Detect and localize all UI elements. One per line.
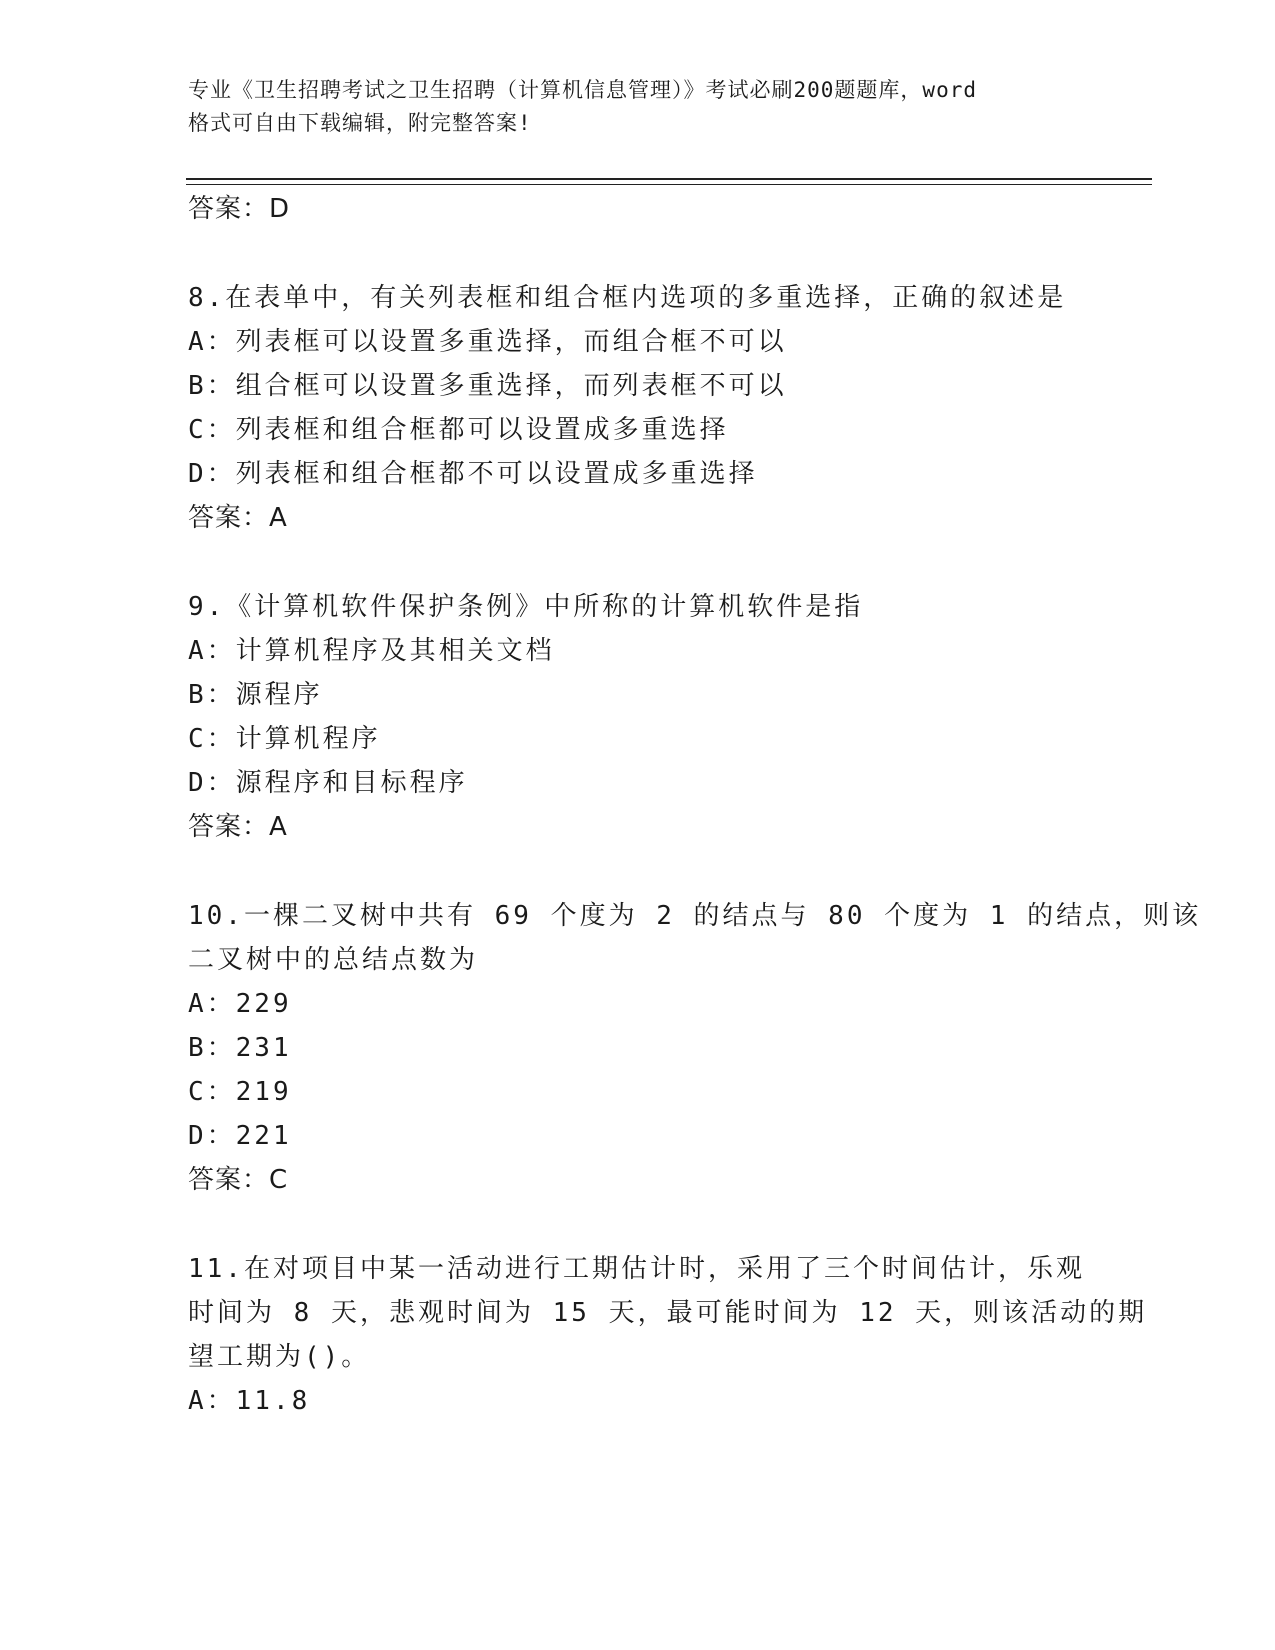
question-11-stem-line-1: 11.在对项目中某一活动进行工期估计时，采用了三个时间估计，乐观 xyxy=(188,1254,1085,1284)
question-10-stem-line-2: 二叉树中的总结点数为 xyxy=(188,945,479,975)
question-9-option-d: D：源程序和目标程序 xyxy=(188,768,468,798)
question-11-stem-line-2: 时间为 8 天，悲观时间为 15 天，最可能时间为 12 天，则该活动的期 xyxy=(188,1298,1148,1328)
question-9-answer: 答案：A xyxy=(188,812,288,842)
question-8-stem: 8.在表单中，有关列表框和组合框内选项的多重选择，正确的叙述是 xyxy=(188,283,1067,313)
document-header xyxy=(188,74,1088,140)
previous-answer: 答案：D xyxy=(188,194,291,224)
question-11-stem-line-3: 望工期为()。 xyxy=(188,1342,371,1372)
header-line-1: 专业《卫生招聘考试之卫生招聘（计算机信息管理）》考试必刷200题题库，word xyxy=(188,78,977,102)
question-9-option-b: B：源程序 xyxy=(188,680,323,710)
question-10-answer: 答案：C xyxy=(188,1165,289,1195)
question-11-option-a: A：11.8 xyxy=(188,1386,311,1416)
question-8-option-c: C：列表框和组合框都可以设置成多重选择 xyxy=(188,415,729,445)
question-9-option-a: A：计算机程序及其相关文档 xyxy=(188,636,555,666)
question-8-option-a: A：列表框可以设置多重选择，而组合框不可以 xyxy=(188,327,787,357)
question-10-option-c: C：219 xyxy=(188,1077,292,1107)
question-9-option-c: C：计算机程序 xyxy=(188,724,381,754)
question-8-answer: 答案：A xyxy=(188,503,288,533)
question-10-option-d: D：221 xyxy=(188,1121,292,1151)
header-divider-thick xyxy=(186,178,1152,180)
header-line-2: 格式可自由下载编辑，附完整答案! xyxy=(188,111,532,135)
question-8-option-d: D：列表框和组合框都不可以设置成多重选择 xyxy=(188,459,758,489)
question-10-option-b: B：231 xyxy=(188,1033,292,1063)
question-10-option-a: A：229 xyxy=(188,989,292,1019)
question-9-stem: 9.《计算机软件保护条例》中所称的计算机软件是指 xyxy=(188,592,864,622)
header-divider-thin xyxy=(186,184,1152,185)
question-10-stem-line-1: 10.一棵二叉树中共有 69 个度为 2 的结点与 80 个度为 1 的结点，则该 xyxy=(188,901,1202,931)
question-8-option-b: B：组合框可以设置多重选择，而列表框不可以 xyxy=(188,371,787,401)
